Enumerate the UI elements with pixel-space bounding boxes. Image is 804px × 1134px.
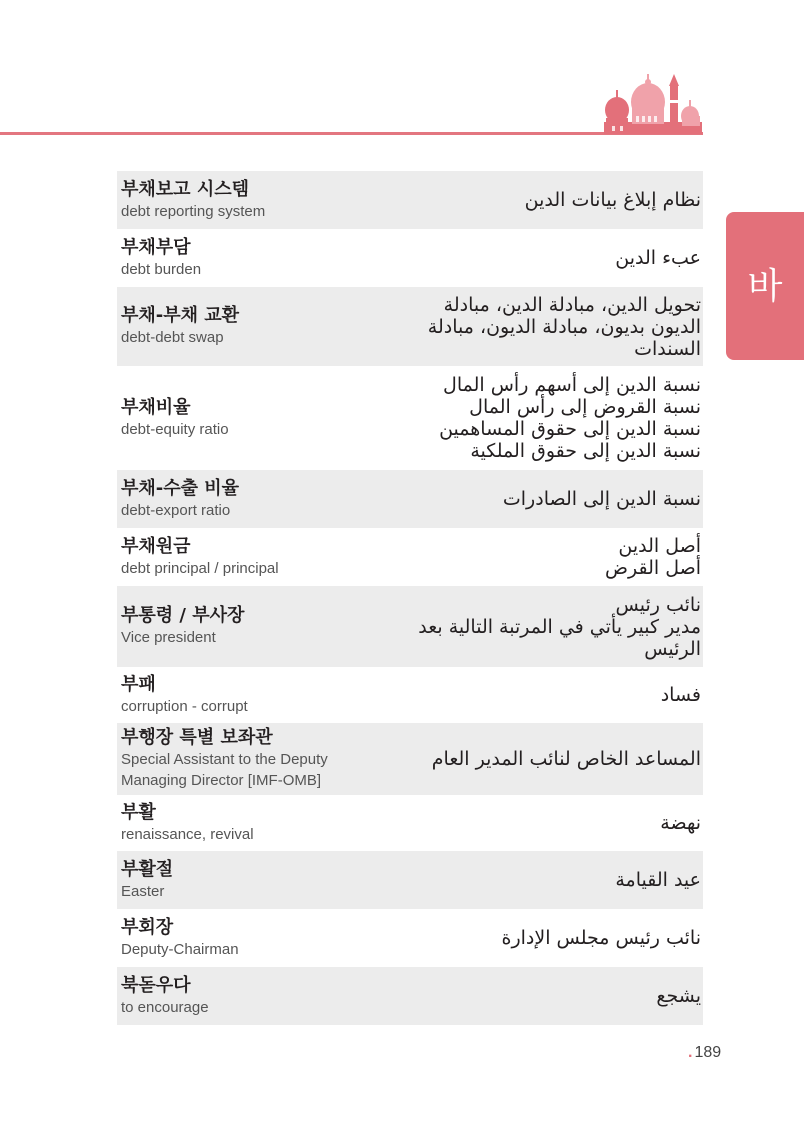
section-tab-label: 바 <box>747 265 783 307</box>
english-term: corruption - corrupt <box>121 697 248 715</box>
korean-term: 북돋우다 <box>121 974 191 996</box>
table-row <box>117 909 703 967</box>
arabic-term <box>418 594 701 660</box>
english-term: renaissance, revival <box>121 825 254 843</box>
table-row <box>117 851 703 909</box>
korean-term: 부채부담 <box>121 236 191 258</box>
arabic-line: عيد القيامة <box>615 869 701 891</box>
korean-term: 부채-수출 비율 <box>121 477 240 499</box>
arabic-line: تحويل الدين، مبادلة الدين، مبادلة <box>443 293 701 316</box>
arabic-term <box>439 374 701 462</box>
arabic-line: مدير كبير يأتي في المرتبة التالية بعد <box>418 615 701 638</box>
page-number-value: 189 <box>694 1044 722 1061</box>
entry-terms <box>121 975 209 1018</box>
arabic-line: المساعد الخاص لنائب المدير العام <box>431 748 701 770</box>
korean-term: 부행장 특별 보좌관 <box>121 727 273 748</box>
korean-term: 부채원금 <box>121 535 191 557</box>
arabic-term <box>503 488 701 510</box>
english-term: debt reporting system <box>121 202 266 220</box>
arabic-term <box>525 189 701 211</box>
arabic-line: نائب رئيس مجلس الإدارة <box>501 927 701 949</box>
english-term: debt principal / principal <box>121 559 279 577</box>
entry-terms <box>121 305 239 348</box>
english-term: Deputy-Chairman <box>121 940 239 958</box>
entry-terms <box>121 859 173 902</box>
arabic-term <box>428 294 701 360</box>
arabic-line: نسبة الدين إلى الصادرات <box>502 488 701 510</box>
entry-terms <box>121 674 248 717</box>
table-row <box>117 667 703 723</box>
table-row <box>117 287 703 366</box>
arabic-term <box>502 927 702 949</box>
korean-term: 부패 <box>121 673 156 695</box>
arabic-line: السندات <box>634 337 701 360</box>
arabic-line: نسبة الدين إلى حقوق الملكية <box>470 440 701 462</box>
arabic-line: نهضة <box>660 812 701 834</box>
arabic-term <box>656 985 701 1007</box>
entry-terms <box>121 237 201 280</box>
arabic-term <box>615 247 701 269</box>
arabic-term <box>660 812 701 834</box>
entry-terms <box>121 179 265 222</box>
korean-term: 부활절 <box>121 858 174 880</box>
entry-terms <box>121 802 254 845</box>
english-term: to encourage <box>121 998 209 1016</box>
table-row <box>117 171 703 229</box>
page-number-marker: . <box>688 1044 693 1061</box>
arabic-line: عبء الدين <box>615 247 701 269</box>
mosque-illustration <box>600 60 704 136</box>
arabic-line: نائب رئيس <box>615 593 701 616</box>
arabic-term <box>615 869 701 891</box>
glossary-table <box>117 171 703 1025</box>
table-row <box>117 528 703 586</box>
table-row <box>117 795 703 851</box>
table-row <box>117 586 703 667</box>
section-tab[interactable] <box>726 212 804 360</box>
entry-terms <box>121 917 239 960</box>
table-row <box>117 723 703 795</box>
arabic-term <box>661 684 701 706</box>
korean-term: 부회장 <box>121 916 174 938</box>
table-row <box>117 470 703 528</box>
english-term: debt-export ratio <box>121 501 231 519</box>
entry-terms <box>121 727 328 791</box>
table-row <box>117 366 703 470</box>
page-number <box>688 1044 721 1062</box>
arabic-line: أصل الدين <box>618 535 701 557</box>
arabic-term <box>605 535 701 579</box>
arabic-line: نسبة الدين إلى أسهم رأس المال <box>443 374 701 396</box>
korean-term: 부채보고 시스템 <box>121 178 249 200</box>
header-rule <box>0 132 703 135</box>
arabic-line: نسبة القروض إلى رأس المال <box>469 396 701 418</box>
english-term: Vice president <box>121 629 216 646</box>
korean-term: 부채-부채 교환 <box>121 305 240 326</box>
table-row <box>117 229 703 287</box>
arabic-line: نسبة الدين إلى حقوق المساهمين <box>439 418 701 440</box>
arabic-term <box>432 748 701 770</box>
arabic-line: الرئيس <box>644 637 701 660</box>
arabic-line: يشجع <box>656 985 701 1007</box>
entry-terms <box>121 478 239 521</box>
table-row <box>117 967 703 1025</box>
english-term: Managing Director [IMF-OMB] <box>121 772 322 789</box>
korean-term: 부활 <box>121 801 156 823</box>
english-term: debt burden <box>121 260 202 278</box>
english-term: debt-equity ratio <box>121 420 229 438</box>
english-term: Special Assistant to the Deputy <box>121 751 328 768</box>
arabic-line: الديون بديون، مبادلة الديون، مبادلة <box>427 315 701 338</box>
arabic-line: نظام إبلاغ بيانات الدين <box>524 189 701 211</box>
entry-terms <box>121 536 279 579</box>
korean-term: 부채비율 <box>121 396 191 418</box>
korean-term: 부통령 / 부사장 <box>121 605 245 626</box>
arabic-line: فساد <box>660 684 701 706</box>
english-term: Easter <box>121 882 165 900</box>
entry-terms <box>121 605 244 648</box>
arabic-line: أصل القرض <box>605 557 701 579</box>
english-term: debt-debt swap <box>121 329 224 346</box>
entry-terms <box>121 397 229 440</box>
